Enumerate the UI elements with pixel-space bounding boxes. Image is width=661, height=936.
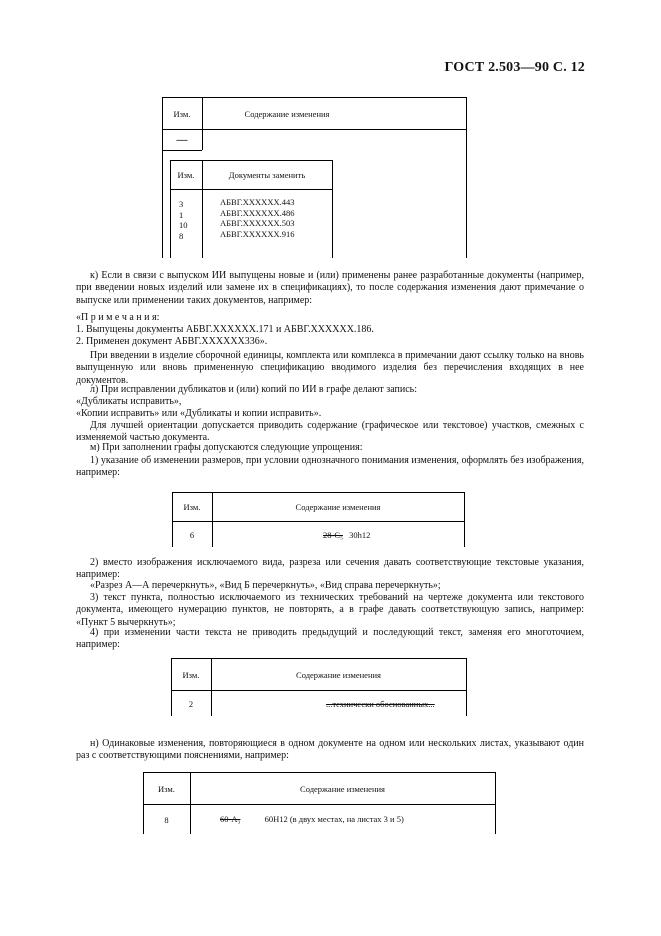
quote-copies: «Копии исправить» или «Дубликаты и копии исправить». [76, 408, 322, 419]
inner-doc-item: АБВГ.XXXXXX.486 [220, 207, 295, 218]
table1-content-header: Содержание изменения [244, 108, 330, 119]
old-value: 60-А₃ [220, 814, 241, 824]
inner-izm-item: 3 [179, 199, 184, 209]
paragraph-m4: 4) при изменении части текста не приводить предыдущий и последующий текст, заменяя его многоточием, например: [76, 627, 584, 651]
table2-row-izm: 6 [189, 529, 195, 540]
note-item-1: 1. Выпущены документы АБВГ.XXXXXX.171 и АБВГ.XXXXXX.186. [76, 324, 374, 335]
inner-docs-header: Документы заменить [228, 170, 306, 180]
old-dimension: 28-С₅ [323, 530, 343, 540]
note-title: «П р и м е ч а н и я: [76, 312, 160, 323]
table4-content-header: Содержание изменения [300, 783, 385, 794]
inner-doc-item: АБВГ.XXXXXX.503 [220, 218, 295, 228]
paragraph-l: л) При исправлении дубликатов и (или) копий по ИИ в графе делают запись: [90, 384, 418, 395]
inner-izm-item: 1 [179, 209, 184, 220]
paragraph-clarity: Для лучшей ориентации допускается приводить содержание (графическое или текстовое) участков, смежных с изменяемой частью документа. [76, 420, 584, 444]
table4-izm-header: Изм. [158, 783, 175, 794]
quote-duplicates: «Дубликаты исправить», [76, 396, 182, 407]
table3-row-content: ...технически обоснованных... [326, 699, 435, 709]
paragraph-m1: 1) указание об изменении размеров, при условии однозначного понимания изменения, оформлять без изображения, например: [76, 455, 584, 479]
inner-izm-header: Изм. [177, 170, 195, 180]
table3-content-header: Содержание изменения [296, 669, 381, 680]
quote-sections: «Разрез А—А перечеркнуть», «Вид Б перечеркнуть», «Вид справа перечеркнуть»; [90, 580, 441, 591]
new-dimension: 30h12 [349, 530, 371, 540]
note-item-2: 2. Применен документ АБВГ.XXXXXX336». [76, 336, 268, 347]
table1-izm-header: Изм. [173, 108, 191, 119]
inner-izm-item: 8 [179, 230, 184, 241]
table4-row-izm: 8 [164, 814, 169, 825]
table2-izm-header: Изм. [183, 502, 201, 512]
inner-doc-item: АБВГ.XXXXXX.916 [220, 228, 295, 239]
paragraph-m2: 2) вместо изображения исключаемого вида, разреза или сечения давать соответствующие текстовые указания, например: [76, 557, 584, 581]
paragraph-assembly: При введении в изделие сборочной единицы, комплекта или комплекса в примечании дают ссылку только на вновь выпущенную или вновь примененную спецификацию вводимого изделия без перечисления входящих в нее документов. [76, 350, 584, 386]
page-header: ГОСТ 2.503—90 С. 12 [444, 60, 585, 75]
paragraph-k: к) Если в связи с выпуском ИИ выпущены новые и (или) применены ранее разработанные документы (например, при введении новых изделий или замене их в спецификациях), то после содержания изменения дают примечание о выпуске или применении таких документов, например: [76, 270, 584, 306]
table2-content-header: Содержание изменения [295, 502, 381, 512]
table1-row-izm: — [176, 134, 188, 146]
inner-doc-item: АБВГ.XXXXXX.443 [220, 197, 295, 207]
paragraph-m: м) При заполнении графы допускаются следующие упрощения: [90, 442, 363, 453]
inner-izm-item: 10 [179, 220, 188, 230]
table3-izm-header: Изм. [182, 669, 200, 680]
new-value: 60Н12 (в двух местах, на листах 3 и 5) [264, 814, 404, 824]
table3-row-izm: 2 [188, 698, 194, 709]
table4-row-content [220, 814, 404, 824]
paragraph-n: н) Одинаковые изменения, повторяющиеся в одном документе на одном или нескольких листах, указывают один раз с соответствующими пояснениями, например: [76, 738, 584, 762]
paragraph-m3: 3) текст пункта, полностью исключаемого из технических требований на чертеже документа или текстового документа, имеющего нумерацию пунктов, не повторять, а в графе давать соответствующую запись, например: «Пункт 5 вычеркнуть»; [76, 592, 584, 628]
